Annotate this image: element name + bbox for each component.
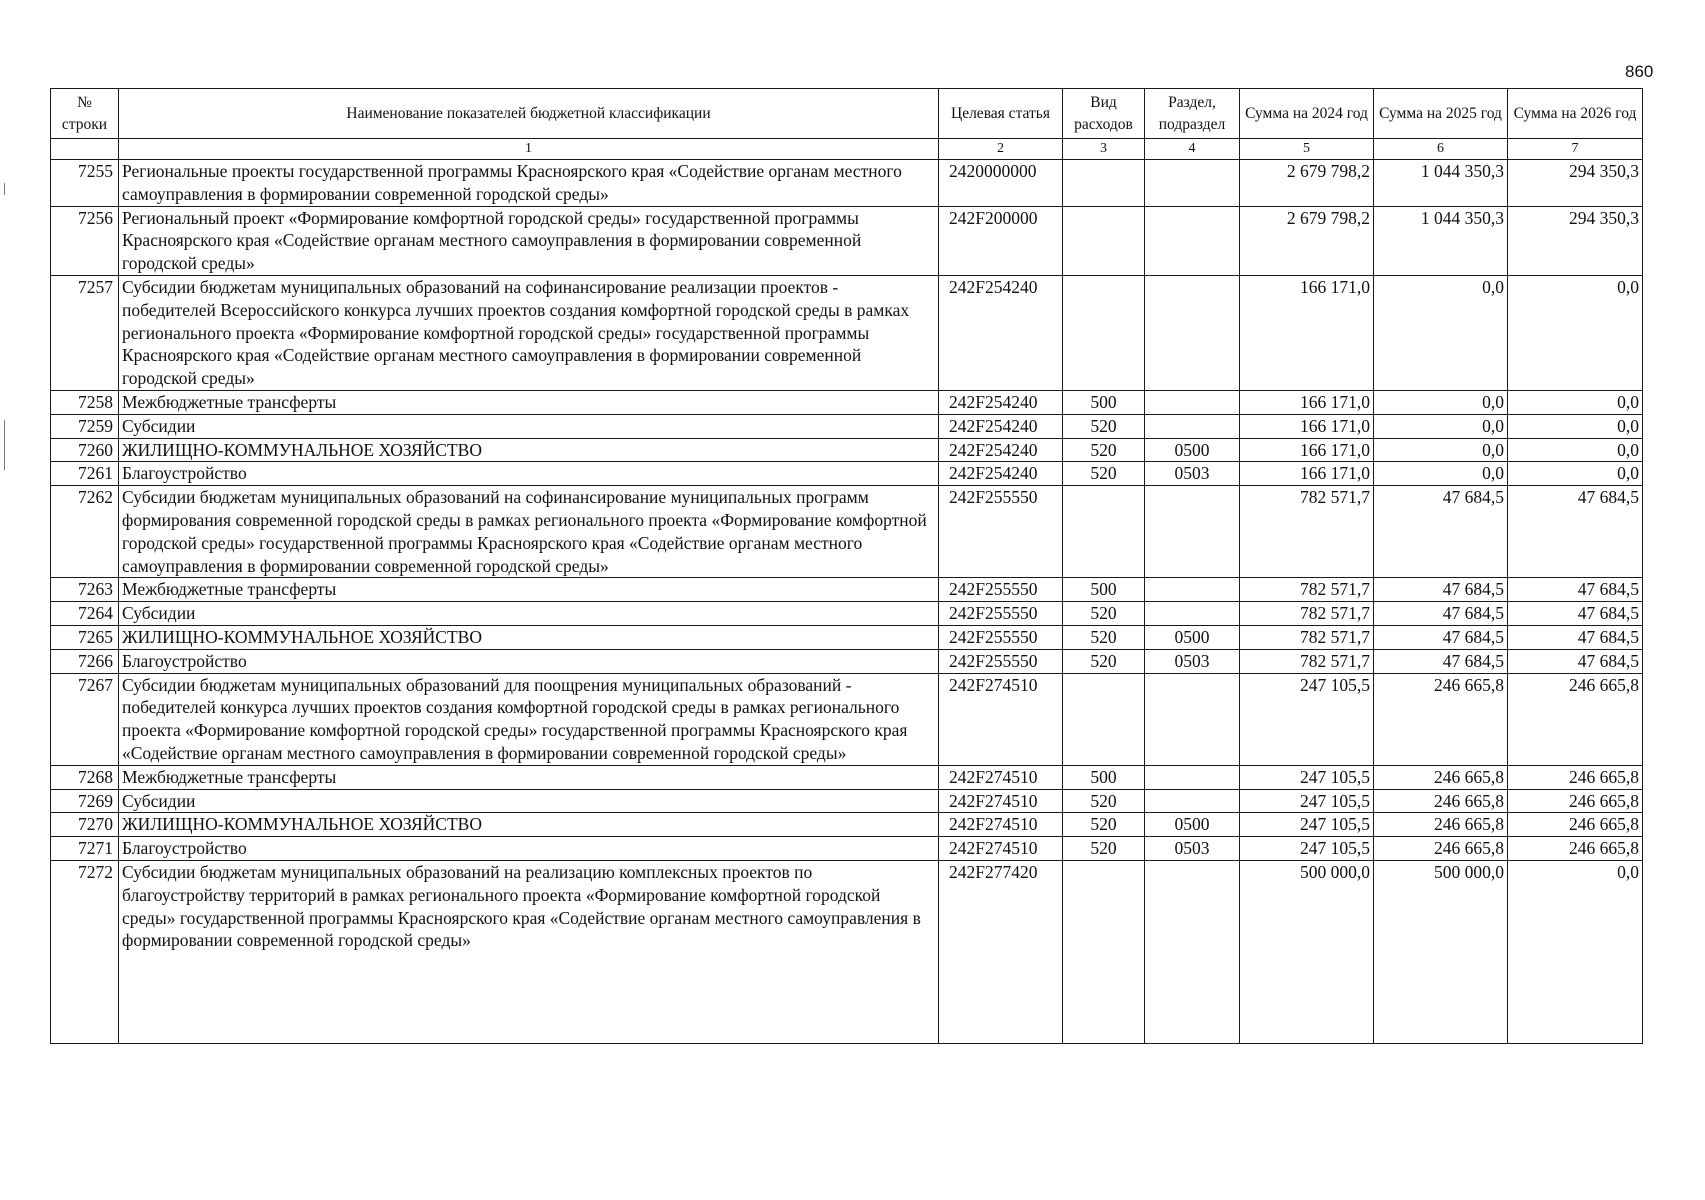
row-expense-type bbox=[1063, 275, 1145, 390]
row-section bbox=[1145, 206, 1240, 275]
row-name: Субсидии бюджетам муниципальных образований на софинансирование муниципальных программ формирования современной городской среды в рамках регионального проекта «Формирование комфортной городской среды» государственной программы Красноярского края «Содействие органам местного самоуправления в формировании современной городской среды» bbox=[119, 486, 939, 578]
row-expense-type: 520 bbox=[1063, 813, 1145, 837]
row-expense-type: 520 bbox=[1063, 438, 1145, 462]
row-name: Субсидии бюджетам муниципальных образований на софинансирование реализации проектов - победителей Всероссийского конкурса лучших проектов создания комфортной городской среды в рамках регионального проекта «Формирование комфортной городской среды» государственной программы Красноярского края «Содействие органам местного самоуправления в формировании современной городской среды» bbox=[119, 275, 939, 390]
row-sum-2025: 246 665,8 bbox=[1374, 789, 1508, 813]
row-expense-type: 500 bbox=[1063, 765, 1145, 789]
row-name: Региональные проекты государственной программы Красноярского края «Содействие органам местного самоуправления в формировании современной городской среды» bbox=[119, 160, 939, 207]
row-sum-2024: 782 571,7 bbox=[1240, 486, 1374, 578]
row-sum-2026: 294 350,3 bbox=[1508, 206, 1643, 275]
table-row bbox=[51, 160, 1643, 207]
column-number: 6 bbox=[1374, 139, 1508, 160]
row-section bbox=[1145, 789, 1240, 813]
table-row bbox=[51, 462, 1643, 486]
row-section bbox=[1145, 765, 1240, 789]
row-sum-2025: 246 665,8 bbox=[1374, 765, 1508, 789]
row-name: ЖИЛИЩНО-КОММУНАЛЬНОЕ ХОЗЯЙСТВО bbox=[119, 813, 939, 837]
column-number: 2 bbox=[939, 139, 1063, 160]
header-name: Наименование показателей бюджетной классификации bbox=[119, 89, 939, 139]
row-number: 7270 bbox=[51, 813, 119, 837]
row-target-code: 242F274510 bbox=[939, 765, 1063, 789]
table-body bbox=[51, 160, 1643, 1044]
row-target-code: 242F255550 bbox=[939, 649, 1063, 673]
row-expense-type: 500 bbox=[1063, 390, 1145, 414]
row-sum-2024: 247 105,5 bbox=[1240, 837, 1374, 861]
column-number: 5 bbox=[1240, 139, 1374, 160]
row-number: 7266 bbox=[51, 649, 119, 673]
row-sum-2026: 246 665,8 bbox=[1508, 789, 1643, 813]
row-number: 7258 bbox=[51, 390, 119, 414]
row-name: ЖИЛИЩНО-КОММУНАЛЬНОЕ ХОЗЯЙСТВО bbox=[119, 438, 939, 462]
header-section: Раздел, подраздел bbox=[1145, 89, 1240, 139]
table-row bbox=[51, 602, 1643, 626]
row-sum-2024: 166 171,0 bbox=[1240, 462, 1374, 486]
row-sum-2025: 1 044 350,3 bbox=[1374, 160, 1508, 207]
header-row-no: № строки bbox=[51, 89, 119, 139]
row-sum-2024: 247 105,5 bbox=[1240, 765, 1374, 789]
row-sum-2026: 246 665,8 bbox=[1508, 673, 1643, 765]
column-number: 4 bbox=[1145, 139, 1240, 160]
row-target-code: 242F274510 bbox=[939, 837, 1063, 861]
row-expense-type: 520 bbox=[1063, 414, 1145, 438]
row-number: 7264 bbox=[51, 602, 119, 626]
row-sum-2026: 246 665,8 bbox=[1508, 837, 1643, 861]
header-row bbox=[51, 89, 1643, 139]
row-target-code: 242F255550 bbox=[939, 602, 1063, 626]
row-sum-2026: 47 684,5 bbox=[1508, 578, 1643, 602]
row-sum-2025: 0,0 bbox=[1374, 438, 1508, 462]
header-sum-2025: Сумма на 2025 год bbox=[1374, 89, 1508, 139]
row-sum-2026: 0,0 bbox=[1508, 390, 1643, 414]
row-sum-2024: 166 171,0 bbox=[1240, 414, 1374, 438]
row-section: 0500 bbox=[1145, 625, 1240, 649]
header-target: Целевая статья bbox=[939, 89, 1063, 139]
row-name: Субсидии бюджетам муниципальных образований на реализацию комплексных проектов по благоустройству территорий в рамках регионального проекта «Формирование комфортной городской среды» государственной программы Красноярского края «Содействие органам местного самоуправления в формировании современной городской среды» bbox=[119, 860, 939, 1043]
row-sum-2024: 166 171,0 bbox=[1240, 438, 1374, 462]
row-sum-2024: 782 571,7 bbox=[1240, 602, 1374, 626]
table-row bbox=[51, 765, 1643, 789]
row-target-code: 242F255550 bbox=[939, 578, 1063, 602]
row-sum-2024: 782 571,7 bbox=[1240, 625, 1374, 649]
row-section: 0503 bbox=[1145, 837, 1240, 861]
row-sum-2026: 0,0 bbox=[1508, 275, 1643, 390]
row-expense-type: 520 bbox=[1063, 462, 1145, 486]
row-number: 7268 bbox=[51, 765, 119, 789]
table-row bbox=[51, 673, 1643, 765]
row-target-code: 242F255550 bbox=[939, 486, 1063, 578]
row-number: 7263 bbox=[51, 578, 119, 602]
header-expense-type: Вид расходов bbox=[1063, 89, 1145, 139]
table-row bbox=[51, 275, 1643, 390]
page-number: 860 bbox=[1625, 62, 1654, 81]
row-section: 0503 bbox=[1145, 462, 1240, 486]
row-target-code: 242F274510 bbox=[939, 813, 1063, 837]
row-sum-2026: 246 665,8 bbox=[1508, 765, 1643, 789]
row-number: 7259 bbox=[51, 414, 119, 438]
row-sum-2025: 47 684,5 bbox=[1374, 578, 1508, 602]
header-sum-2024: Сумма на 2024 год bbox=[1240, 89, 1374, 139]
table-row bbox=[51, 438, 1643, 462]
budget-classification-table bbox=[50, 88, 1643, 1044]
row-sum-2026: 0,0 bbox=[1508, 438, 1643, 462]
row-expense-type: 520 bbox=[1063, 837, 1145, 861]
row-name: Субсидии бюджетам муниципальных образований для поощрения муниципальных образований - победителей конкурса лучших проектов создания комфортной городской среды в рамках регионального проекта «Формирование комфортной городской среды» государственной программы Красноярского края «Содействие органам местного самоуправления в формировании современной городской среды» bbox=[119, 673, 939, 765]
row-sum-2024: 782 571,7 bbox=[1240, 649, 1374, 673]
table-row bbox=[51, 578, 1643, 602]
row-expense-type: 520 bbox=[1063, 649, 1145, 673]
row-expense-type bbox=[1063, 206, 1145, 275]
row-number: 7269 bbox=[51, 789, 119, 813]
row-sum-2024: 2 679 798,2 bbox=[1240, 206, 1374, 275]
row-expense-type: 520 bbox=[1063, 602, 1145, 626]
row-sum-2025: 47 684,5 bbox=[1374, 625, 1508, 649]
row-name: Субсидии bbox=[119, 789, 939, 813]
row-expense-type bbox=[1063, 160, 1145, 207]
column-number: 3 bbox=[1063, 139, 1145, 160]
row-target-code: 242F274510 bbox=[939, 673, 1063, 765]
row-expense-type: 520 bbox=[1063, 789, 1145, 813]
column-number: 1 bbox=[119, 139, 939, 160]
row-name: Региональный проект «Формирование комфортной городской среды» государственной программы Красноярского края «Содействие органам местного самоуправления в формировании современной городской среды» bbox=[119, 206, 939, 275]
row-name: Благоустройство bbox=[119, 837, 939, 861]
row-name: Межбюджетные трансферты bbox=[119, 390, 939, 414]
row-sum-2024: 500 000,0 bbox=[1240, 860, 1374, 1043]
row-sum-2026: 0,0 bbox=[1508, 414, 1643, 438]
row-section bbox=[1145, 860, 1240, 1043]
row-target-code: 242F254240 bbox=[939, 275, 1063, 390]
row-sum-2025: 1 044 350,3 bbox=[1374, 206, 1508, 275]
table-row bbox=[51, 837, 1643, 861]
row-sum-2025: 47 684,5 bbox=[1374, 486, 1508, 578]
row-number: 7262 bbox=[51, 486, 119, 578]
row-target-code: 2420000000 bbox=[939, 160, 1063, 207]
row-number: 7261 bbox=[51, 462, 119, 486]
row-name: Субсидии bbox=[119, 414, 939, 438]
row-sum-2024: 247 105,5 bbox=[1240, 673, 1374, 765]
row-sum-2026: 0,0 bbox=[1508, 860, 1643, 1043]
row-section: 0500 bbox=[1145, 438, 1240, 462]
table-row bbox=[51, 414, 1643, 438]
row-number: 7255 bbox=[51, 160, 119, 207]
row-expense-type bbox=[1063, 673, 1145, 765]
row-sum-2026: 246 665,8 bbox=[1508, 813, 1643, 837]
scan-margin-mark bbox=[4, 183, 5, 195]
row-sum-2025: 246 665,8 bbox=[1374, 673, 1508, 765]
row-sum-2024: 782 571,7 bbox=[1240, 578, 1374, 602]
row-section bbox=[1145, 414, 1240, 438]
row-number: 7257 bbox=[51, 275, 119, 390]
table-row bbox=[51, 206, 1643, 275]
table-row bbox=[51, 813, 1643, 837]
row-sum-2025: 0,0 bbox=[1374, 414, 1508, 438]
row-target-code: 242F254240 bbox=[939, 390, 1063, 414]
row-expense-type: 520 bbox=[1063, 625, 1145, 649]
row-name: Благоустройство bbox=[119, 462, 939, 486]
row-sum-2025: 246 665,8 bbox=[1374, 813, 1508, 837]
row-sum-2024: 247 105,5 bbox=[1240, 789, 1374, 813]
row-section bbox=[1145, 602, 1240, 626]
row-expense-type: 500 bbox=[1063, 578, 1145, 602]
row-name: Благоустройство bbox=[119, 649, 939, 673]
row-sum-2026: 47 684,5 bbox=[1508, 649, 1643, 673]
table-row bbox=[51, 625, 1643, 649]
row-sum-2025: 47 684,5 bbox=[1374, 649, 1508, 673]
table-row bbox=[51, 649, 1643, 673]
row-number: 7271 bbox=[51, 837, 119, 861]
column-number-row bbox=[51, 139, 1643, 160]
column-number bbox=[51, 139, 119, 160]
row-section bbox=[1145, 486, 1240, 578]
row-target-code: 242F254240 bbox=[939, 438, 1063, 462]
row-sum-2026: 0,0 bbox=[1508, 462, 1643, 486]
row-sum-2025: 246 665,8 bbox=[1374, 837, 1508, 861]
row-target-code: 242F200000 bbox=[939, 206, 1063, 275]
row-target-code: 242F254240 bbox=[939, 414, 1063, 438]
row-number: 7265 bbox=[51, 625, 119, 649]
row-number: 7272 bbox=[51, 860, 119, 1043]
row-sum-2024: 166 171,0 bbox=[1240, 390, 1374, 414]
row-target-code: 242F255550 bbox=[939, 625, 1063, 649]
row-sum-2024: 166 171,0 bbox=[1240, 275, 1374, 390]
scan-margin-mark bbox=[4, 420, 5, 470]
row-section bbox=[1145, 390, 1240, 414]
row-target-code: 242F277420 bbox=[939, 860, 1063, 1043]
row-section: 0500 bbox=[1145, 813, 1240, 837]
row-section bbox=[1145, 275, 1240, 390]
table-row bbox=[51, 789, 1643, 813]
row-sum-2025: 0,0 bbox=[1374, 275, 1508, 390]
row-number: 7267 bbox=[51, 673, 119, 765]
header-sum-2026: Сумма на 2026 год bbox=[1508, 89, 1643, 139]
row-section bbox=[1145, 673, 1240, 765]
row-name: Межбюджетные трансферты bbox=[119, 765, 939, 789]
column-number: 7 bbox=[1508, 139, 1643, 160]
row-sum-2025: 0,0 bbox=[1374, 390, 1508, 414]
row-name: Субсидии bbox=[119, 602, 939, 626]
row-sum-2026: 294 350,3 bbox=[1508, 160, 1643, 207]
row-sum-2025: 0,0 bbox=[1374, 462, 1508, 486]
row-target-code: 242F254240 bbox=[939, 462, 1063, 486]
row-sum-2026: 47 684,5 bbox=[1508, 625, 1643, 649]
row-sum-2025: 47 684,5 bbox=[1374, 602, 1508, 626]
row-target-code: 242F274510 bbox=[939, 789, 1063, 813]
row-expense-type bbox=[1063, 860, 1145, 1043]
row-section bbox=[1145, 160, 1240, 207]
row-number: 7260 bbox=[51, 438, 119, 462]
table-row bbox=[51, 860, 1643, 1043]
row-expense-type bbox=[1063, 486, 1145, 578]
row-name: ЖИЛИЩНО-КОММУНАЛЬНОЕ ХОЗЯЙСТВО bbox=[119, 625, 939, 649]
row-sum-2024: 247 105,5 bbox=[1240, 813, 1374, 837]
table-row bbox=[51, 486, 1643, 578]
row-section bbox=[1145, 578, 1240, 602]
row-sum-2025: 500 000,0 bbox=[1374, 860, 1508, 1043]
row-sum-2024: 2 679 798,2 bbox=[1240, 160, 1374, 207]
table-row bbox=[51, 390, 1643, 414]
row-name: Межбюджетные трансферты bbox=[119, 578, 939, 602]
row-section: 0503 bbox=[1145, 649, 1240, 673]
row-sum-2026: 47 684,5 bbox=[1508, 602, 1643, 626]
row-sum-2026: 47 684,5 bbox=[1508, 486, 1643, 578]
row-number: 7256 bbox=[51, 206, 119, 275]
